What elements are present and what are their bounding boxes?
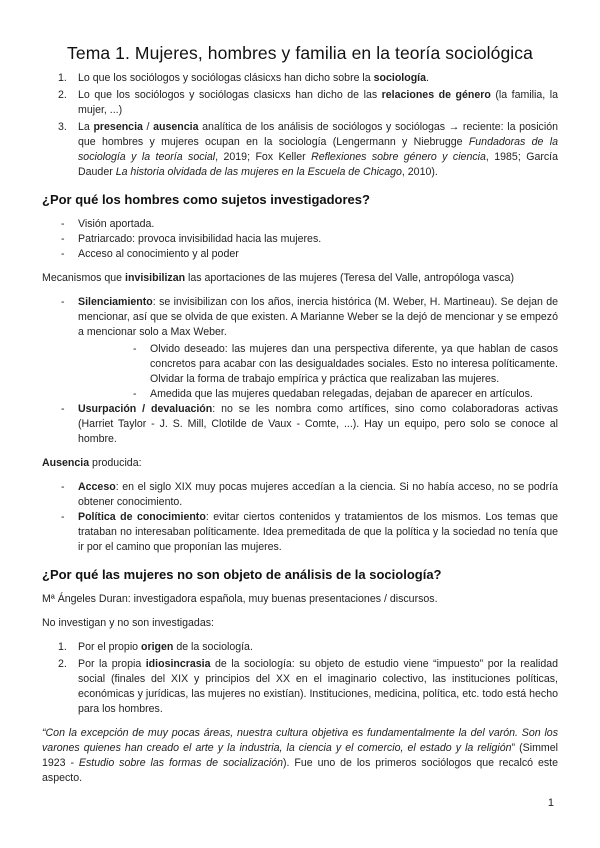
dash-bullet: - (61, 403, 65, 415)
list-item (42, 295, 558, 402)
text-run: : en el siglo XIX muy pocas mujeres accedían a la ciencia. Si no había acceso, no se podría obtener conocimiento. (78, 481, 558, 508)
text-run: ). Fue uno de los primeros sociólogos que recalcó este aspecto. (42, 757, 558, 784)
paragraph (42, 456, 558, 471)
book-title: Estudio sobre las formas de socialización (78, 757, 284, 769)
dash-bullet: - (61, 511, 65, 523)
list-number: 2. (58, 89, 67, 101)
text-run: producida: (89, 457, 142, 469)
book-title: La historia olvidada de las mujeres en la Escuela de Chicago (115, 166, 402, 178)
bold-term: Ausencia (42, 457, 90, 469)
text-run: , 2019; Fox Keller (215, 151, 312, 163)
list-item (42, 71, 558, 86)
list-item (42, 217, 558, 232)
text-run: / (142, 121, 154, 133)
book-title: Reflexiones sobre género y ciencia (311, 151, 486, 163)
text-run: las aportaciones de las mujeres (Teresa del Valle, antropóloga vasca) (185, 272, 515, 284)
bold-term: Política de conocimiento (78, 511, 206, 523)
text-run: La (78, 121, 94, 133)
list-number: 2. (58, 658, 67, 670)
page-title: Tema 1. Mujeres, hombres y familia en la teoría sociológica (67, 43, 533, 63)
section-heading: ¿Por qué los hombres como sujetos investigadores? (42, 192, 370, 207)
dash-bullet: - (133, 343, 137, 355)
text-run: , 2010). (401, 166, 438, 178)
book-title: Fundadoras de la sociología y la teoría social (78, 136, 558, 163)
dash-bullet: - (61, 233, 65, 245)
bold-term: sociología (373, 72, 427, 84)
text-run: ” (Simmel 1923 - (42, 742, 558, 769)
list-item-text: Olvido deseado: las mujeres dan una perspectiva diferente, ya que hablan de casos concretos para acabar con las desigualdades sociales. Esto no interesa políticamente. Olvidar la forma de trabajo empírica y práctica que realizaban las mujeres. (150, 343, 558, 385)
paragraph: No investigan y no son investigadas: (42, 617, 214, 629)
list-item (42, 480, 558, 510)
sub-list (78, 342, 558, 402)
list-item (42, 232, 558, 247)
dash-bullet: - (61, 218, 65, 230)
section-heading: ¿Por qué las mujeres no son objeto de análisis de la sociología? (42, 567, 442, 582)
bold-term: Usurpación / devaluación (78, 403, 213, 415)
list-item-text: Patriarcado: provoca invisibilidad hacia las mujeres. (78, 233, 322, 245)
list-item-text: Amedida que las mujeres quedaban relegadas, dejaban de aparecer en artículos. (150, 388, 533, 400)
list-item (42, 247, 558, 262)
list-item (42, 640, 558, 655)
text-run: Lo que los sociólogos y sociólogas clásicxs han dicho sobre la (78, 72, 374, 84)
bold-term: presencia (93, 121, 143, 133)
text-run: analítica de los análisis de sociólogos y sociólogas → reciente: la posición que hombres y mujeres ocupan en la sociología (Lengermann y Niebrugge (78, 121, 558, 148)
mechanisms-list (42, 295, 558, 447)
list-item (42, 510, 558, 555)
paragraph (42, 271, 558, 286)
dash-bullet: - (61, 296, 65, 308)
list-item-text: Acceso al conocimiento y al poder (78, 248, 239, 260)
bold-term: ausencia (153, 121, 199, 133)
absence-list (42, 480, 558, 555)
list-item (42, 120, 558, 180)
text-run: de la sociología. (173, 641, 253, 653)
list-item (42, 402, 558, 447)
list-number: 3. (58, 121, 67, 133)
paragraph: Mª Ángeles Duran: investigadora española, muy buenas presentaciones / discursos. (42, 593, 438, 605)
text-run: : evitar ciertos contenidos y tratamientos de los mismos. Los temas que trataban no interesaban políticamente. Idea premeditada de que la política y la sociedad no tenía que ir por el camino que proponían las mujeres. (78, 511, 558, 553)
list-item (42, 657, 558, 717)
dash-bullet: - (61, 248, 65, 260)
bold-term: Silenciamiento (78, 296, 153, 308)
text-run: . (426, 72, 429, 84)
sub-list-item (78, 342, 558, 387)
bold-term: origen (141, 641, 174, 653)
list-item-text: Visión aportada. (78, 218, 155, 230)
bold-term: idiosincrasia (145, 658, 211, 670)
quote-text: “Con la excepción de muy pocas áreas, nuestra cultura objetiva es fundamentalmente la del varón. Son los varones quienes han creado el arte y la industria, la ciencia y el comercio, el estado y la religión (42, 727, 558, 754)
text-run: (la familia, la mujer, ...) (78, 89, 558, 116)
quote-paragraph (42, 726, 558, 786)
reasons-numbered-list (42, 640, 558, 717)
intro-list (42, 71, 558, 180)
text-run: Por el propio (78, 641, 142, 653)
bold-term: Acceso (78, 481, 116, 493)
reasons-list (42, 217, 558, 262)
page-number: 1 (547, 797, 554, 809)
dash-bullet: - (133, 388, 137, 400)
text-run: : se invisibilizan con los años, inercia histórica (M. Weber, H. Martineau). Se dejan de mencionar, así que se olvida de que existen. A Marianne Weber se la dejó de mencionar y se empezó a mencionar solo a Max Weber. (78, 296, 558, 338)
text-run: Mecanismos que (42, 272, 126, 284)
text-run: Por la propia (78, 658, 146, 670)
bold-term: relaciones de género (381, 89, 491, 101)
list-number: 1. (58, 72, 67, 84)
bold-term: invisibilizan (125, 272, 186, 284)
list-number: 1. (58, 641, 67, 653)
dash-bullet: - (61, 481, 65, 493)
text-run: , 1985; García Dauder (78, 151, 558, 178)
text-run: de la sociología: su objeto de estudio viene “impuesto” por la realidad social (finales del XIX y principios del XX en el imaginario colectivo, las instituciones políticas, económicas y jurídicas, las mujeres no existían). Instituciones, medicina, política, etc. todo está hecho para los hombres. (78, 658, 558, 715)
text-run: : no se les nombra como artífices, sino como colaboradoras activas (Harriet Taylor - J. S. Mill, Clotilde de Vaux - Comte, ...). Hay un equipo, pero solo se conoce al hombre. (78, 403, 558, 445)
list-item (42, 88, 558, 118)
sub-list-item (78, 387, 558, 402)
text-run: Lo que los sociólogos y sociólogas clasicxs han dicho de las (78, 89, 382, 101)
